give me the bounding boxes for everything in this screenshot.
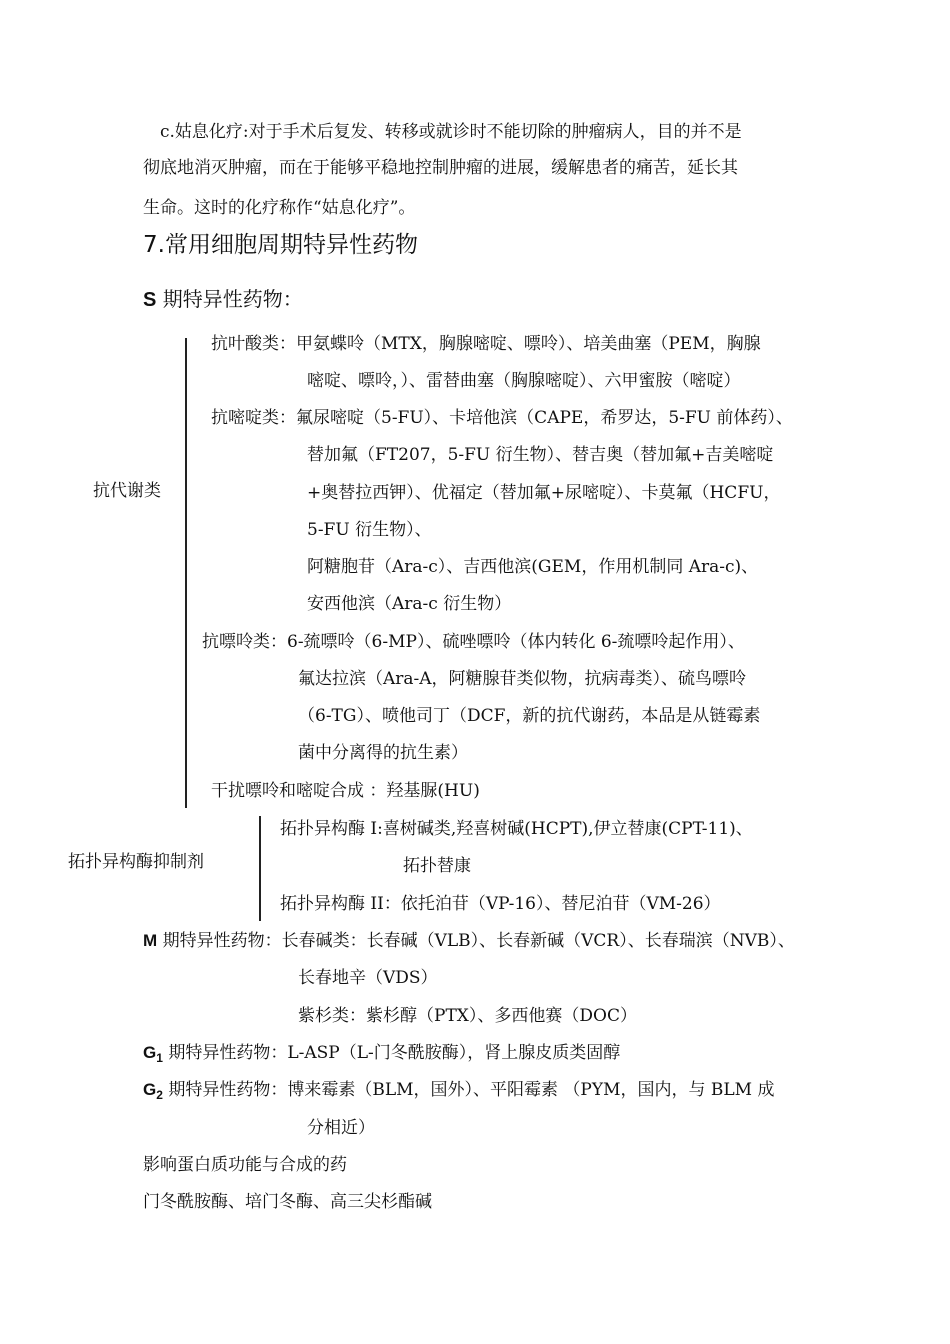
antipyrimidine-line-4: 5-FU 衍生物）、 [307,520,432,540]
para-c-line-2: 彻底地消灭肿瘤，而在于能够平稳地控制肿瘤的进展，缓解患者的痛苦，延长其 [143,158,738,178]
section-heading: 7.常用细胞周期特异性药物 [143,232,418,258]
antipyrimidine-line-1: 抗嘧啶类：氟尿嘧啶（5-FU）、卡培他滨（CAPE，希罗达，5-FU 前体药）、 [211,408,793,428]
topo-i-line-1: 拓扑异构酶 I:喜树碱类,羟喜树碱(HCPT),伊立替康(CPT-11)、 [280,819,753,839]
m-phase-text: 期特异性药物：长春碱类：长春碱（VLB）、长春新碱（VCR）、长春瑞滨（NVB）、 [157,931,795,951]
antifolate-line-1: 抗叶酸类：甲氨蝶呤（MTX，胸腺嘧啶、嘌呤）、培美曲塞（PEM，胸腺 [211,334,761,354]
para-c-line-1: c.姑息化疗:对于手术后复发、转移或就诊时不能切除的肿瘤病人，目的并不是 [160,122,742,142]
s-phase-letter: S [143,289,157,311]
antimetabolite-label: 抗代谢类 [93,481,161,501]
m-phase-line-3: 紫杉类：紫杉醇（PTX）、多西他赛（DOC） [298,1006,637,1026]
m-phase-letter: M [143,931,158,950]
g1-subscript: 1 [156,1051,163,1065]
antimetabolite-bracket [185,338,187,808]
protein-heading: 影响蛋白质功能与合成的药 [143,1155,347,1175]
topo-ii-line: 拓扑异构酶 II：依托泊苷（VP-16）、替尼泊苷（VM-26） [280,894,721,914]
g2-letter: G [143,1080,157,1099]
para-c-line-3: 生命。这时的化疗称作“姑息化疗”。 [143,198,416,218]
antipyrimidine-line-5: 阿糖胞苷（Ara-c）、吉西他滨(GEM，作用机制同 Ara-c)、 [307,557,759,577]
topo-bracket [259,816,261,921]
synthesis-inhibitor-line: 干扰嘌呤和嘧啶合成 ：羟基脲(HU) [211,781,480,801]
g1-text: 期特异性药物：L-ASP（L-门冬酰胺酶），肾上腺皮质类固醇 [162,1043,621,1063]
g1-letter: G [143,1043,157,1062]
antipyrimidine-line-2: 替加氟（FT207，5-FU 衍生物）、替吉奥（替加氟+吉美嘧啶 [307,445,774,465]
antifolate-line-2: 嘧啶、嘌呤，）、雷替曲塞（胸腺嘧啶）、六甲蜜胺（嘧啶） [307,371,741,391]
topo-i-line-2: 拓扑替康 [403,856,471,876]
g2-phase-line-1 [143,1078,774,1107]
s-phase-heading [143,285,303,314]
antipurine-line-2: 氟达拉滨（Ara-A，阿糖腺苷类似物，抗病毒类）、硫鸟嘌呤 [298,669,747,689]
m-phase-line-2: 长春地辛（VDS） [298,968,438,988]
topo-label: 拓扑异构酶抑制剂 [68,852,204,872]
m-phase-line-1 [143,929,795,953]
g2-text: 期特异性药物：博来霉素（BLM，国外）、平阳霉素 （PYM，国内，与 BLM 成 [162,1080,775,1100]
antipyrimidine-line-3: +奥替拉西钾）、优福定（替加氟+尿嘧啶）、卡莫氟（HCFU， [307,483,781,503]
antipyrimidine-line-6: 安西他滨（Ara-c 衍生物） [307,594,512,614]
antipurine-line-4: 菌中分离得的抗生素） [298,743,468,763]
protein-drugs: 门冬酰胺酶、培门冬酶、高三尖杉酯碱 [143,1192,432,1212]
antipurine-line-3: （6-TG）、喷他司丁（DCF，新的抗代谢药，本品是从链霉素 [298,706,761,726]
antipurine-line-1: 抗嘌呤类：6-巯嘌呤（6-MP）、硫唑嘌呤（体内转化 6-巯嘌呤起作用）、 [202,632,745,652]
g2-subscript: 2 [156,1088,163,1102]
g1-phase-line [143,1041,620,1070]
s-phase-label: 期特异性药物： [156,287,303,311]
g2-phase-line-2: 分相近） [307,1118,375,1138]
